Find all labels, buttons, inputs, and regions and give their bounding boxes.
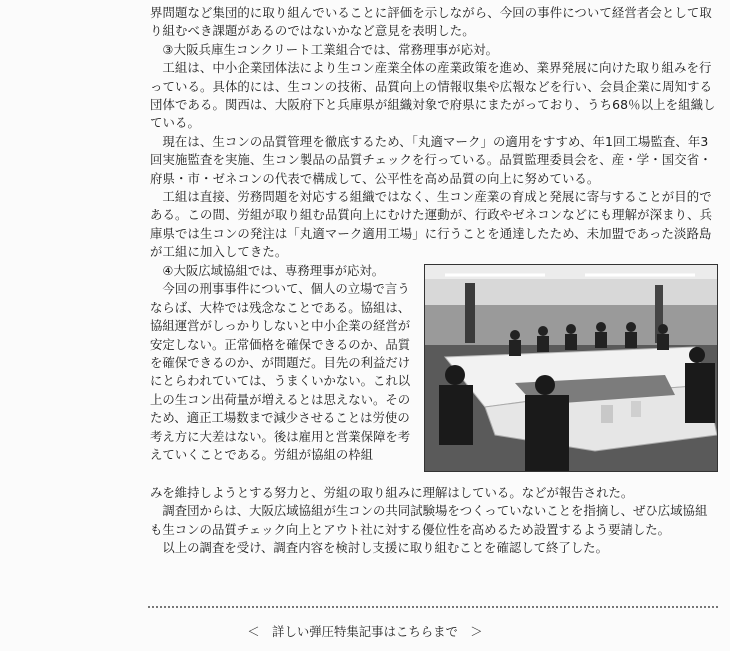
section-heading-4: ④大阪広域協組では、専務理事が応対。 <box>162 263 385 278</box>
paragraph: 工組は、中小企業団体法により生コン産業全体の産業政策を進め、業界発展に向けた取り組みを行っている。具体的には、生コンの技術、品質向上の情報収集や広報などを行い、会員企業に周知する団体である。関西は、大阪府下と兵庫県が組織対象で府県にまたがっており、うち68％以上を組織している。 <box>150 60 716 131</box>
left-column-text <box>150 262 420 464</box>
dotted-divider <box>148 606 718 608</box>
section-heading-3: ③大阪兵庫生コンクリート工業組合では、常務理事が応対。 <box>162 41 499 57</box>
meeting-photo <box>424 264 718 472</box>
paragraph: 今回の刑事事件について、個人の立場で言うならば、大枠では残念なことである。協組は、協組運営がしっかりしないと中小企業の経営が安定しない。正常価格を確保できるのか、品質を確保できるのか、が問題だ。目先の利益だけにとらわれていては、うまくいかない。これ以上の生コン出荷量が増えるとは思えない。そのため、適正工場数まで減少させることは労使の考え方に大差はない。後は雇用と営業保障を考えていくことである。労組が協組の枠組 <box>150 281 411 463</box>
paragraph: 以上の調査を受け、調査内容を検討し支援に取り組むことを確認して終了した。 <box>162 540 608 556</box>
paragraph: 現在は、生コンの品質管理を徹底するため、「丸適マーク」の適用をすすめ、年1回工場監査、年3回実施監査を実施、生コン製品の品質チェックを行っている。品質監理委員会を、産・学・国交省・府県・市・ゼネコンの代表で構成して、公平性を高め品質の向上に努めている。 <box>150 133 712 186</box>
footer <box>0 622 730 640</box>
special-feature-link[interactable]: ＜ 詳しい弾圧特集記事はこちらまで ＞ <box>247 624 483 639</box>
paragraph: 界問題など集団的に取り組んでいることに評価を示しながら、今回の事件について経営者会として取り組むべき課題があるのではないかなど意見を表明した。 <box>150 5 712 39</box>
bottom-text-block <box>150 484 718 558</box>
paragraph: みを維持しようとする努力と、労組の取り組みに理解はしている。などが報告された。 <box>150 485 634 500</box>
top-text-block <box>150 4 718 262</box>
paragraph: 工組は直接、労務問題を対応する組織ではなく、生コン産業の育成と発展に寄与することが目的である。この間、労組が取り組む品質向上にむけた運動が、行政やゼネコンなどにも理解が深まり、兵庫県では生コンの発注は「丸適マーク適用工場」に行うことを通達したため、未加盟であった淡路島が工組に加入してきた。 <box>150 189 713 260</box>
paragraph: 調査団からは、大阪広域協組が生コンの共同試験場をつくっていないことを指摘し、ぜひ広域協組も生コンの品質チェック向上とアウト社に対する優位性を高めるため設置するよう要請した。 <box>150 503 708 537</box>
